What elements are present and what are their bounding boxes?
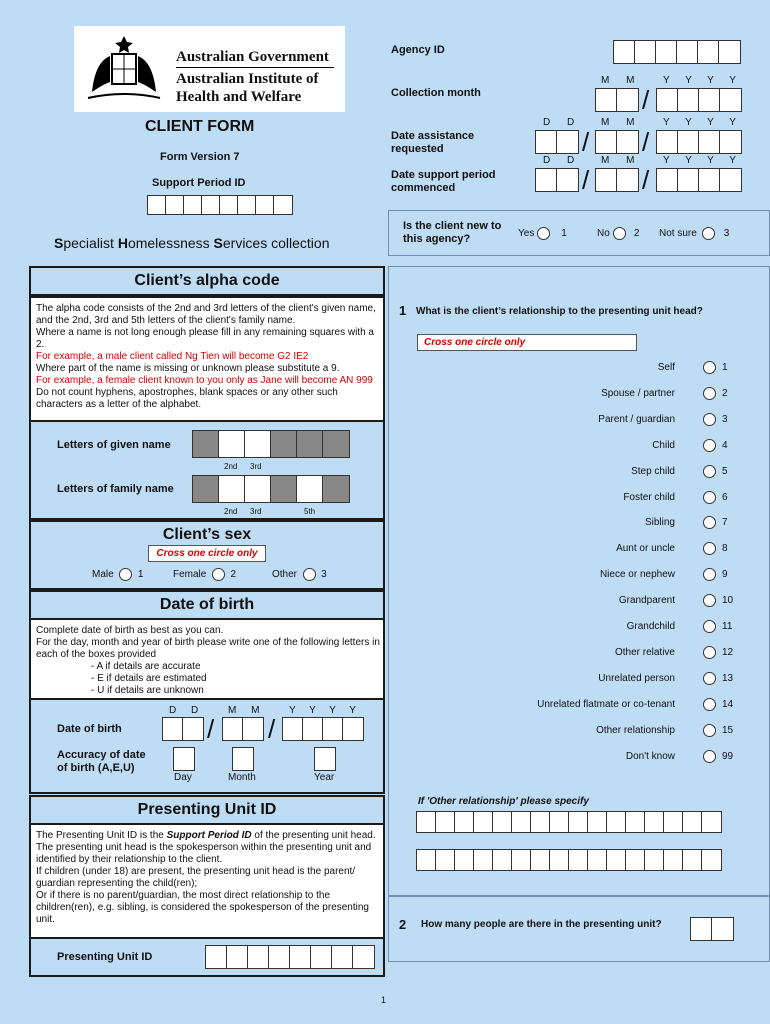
- institute-name-2: Health and Welfare: [176, 89, 302, 105]
- month-label: Month: [228, 772, 256, 783]
- specify-row-2[interactable]: [416, 849, 722, 871]
- dob-mm: M M: [228, 705, 260, 716]
- sex-heading: Client’s sex: [162, 526, 252, 543]
- q1-option-radio[interactable]: [703, 491, 716, 504]
- dob-dd-boxes[interactable]: [162, 717, 204, 741]
- slash: /: [582, 165, 590, 195]
- accuracy-day-box[interactable]: [173, 747, 195, 771]
- given-2nd: 2nd: [224, 462, 238, 471]
- puid-heading: Presenting Unit ID: [29, 795, 385, 825]
- q1-option-code: 5: [722, 465, 728, 477]
- ds-dd: D D: [543, 155, 575, 166]
- q1-option-label: Foster child: [623, 491, 675, 503]
- family-5th: 5th: [304, 507, 316, 516]
- q1-question: What is the client’s relationship to the presenting unit head?: [416, 306, 703, 317]
- q2-question: How many people are there in the presenting unit?: [421, 919, 662, 930]
- q1-option-label: Self: [657, 362, 675, 373]
- date-support-mm[interactable]: [595, 168, 639, 192]
- date-assist-label: Date assistance requested: [391, 130, 475, 155]
- ds-yyyy: Y Y Y Y: [663, 155, 736, 166]
- q1-option-label: Sibling: [644, 517, 675, 529]
- da-dd: D D: [543, 117, 575, 128]
- q1-option-label: Grandchild: [626, 621, 675, 632]
- da-yyyy: Y Y Y Y: [663, 117, 736, 128]
- gov-name: Australian Government: [176, 48, 334, 68]
- q1-option-radio[interactable]: [703, 672, 716, 685]
- collection-month-label: Collection month: [391, 87, 481, 99]
- male-option: Male 1: [92, 569, 144, 581]
- other-sex-option: Other 3: [272, 569, 327, 581]
- q1-option-radio[interactable]: [703, 439, 716, 452]
- da-mm: M M: [601, 117, 635, 128]
- form-version: Form Version 7: [160, 151, 240, 163]
- q1-option-label: Aunt or uncle: [616, 543, 675, 555]
- given-name-boxes[interactable]: [192, 430, 350, 458]
- alpha-code-text: The alpha code consists of the 2nd and 3rd letters of the client's given name, and the 2nd, 3rd and 5th letters of the client's family name. Where a name is not long enough please fill in any remaining squares with a 2. For example, a male client called Ng Tien will become G2 IE2 Where part of the name is missing or unknown please substitute a 9. For example, a female client known to you only as Jane will become AN 999 Do not count hyphens, apostrophes, blank spaces or any other such characters as a letter of the alphabet.: [29, 296, 385, 422]
- q1-option-code: 8: [722, 543, 728, 555]
- q1-option-radio[interactable]: [703, 750, 716, 763]
- other-sex-radio[interactable]: [303, 568, 316, 581]
- puid-label: Presenting Unit ID: [57, 951, 153, 963]
- q1-option-code: 3: [722, 413, 728, 425]
- q1-option-radio[interactable]: [703, 594, 716, 607]
- specify-label: If 'Other relationship' please specify: [418, 796, 589, 807]
- q1-option-code: 14: [722, 698, 734, 710]
- q1-option-label: Niece or nephew: [599, 569, 675, 581]
- support-period-label: Support Period ID: [152, 177, 246, 189]
- q1-option-code: 11: [722, 621, 733, 632]
- accuracy-month-box[interactable]: [232, 747, 254, 771]
- dob-heading: Date of birth: [29, 590, 385, 620]
- alpha-code-heading: Client’s alpha code: [29, 266, 385, 296]
- slash: /: [207, 714, 215, 744]
- sex-cross-note: Cross one circle only: [148, 545, 266, 562]
- specify-row-1[interactable]: [416, 811, 722, 833]
- q1-option-code: 6: [722, 491, 728, 503]
- dob-dd: D D: [169, 705, 199, 716]
- q1-option-radio[interactable]: [703, 724, 716, 737]
- slash: /: [582, 127, 590, 157]
- cm-mm: M M: [601, 75, 635, 86]
- form-title: CLIENT FORM: [145, 118, 255, 135]
- date-support-dd[interactable]: [535, 168, 579, 192]
- q2-boxes[interactable]: [690, 917, 734, 941]
- accuracy-year-box[interactable]: [314, 747, 336, 771]
- no-radio[interactable]: [613, 227, 626, 240]
- yes-radio[interactable]: [537, 227, 550, 240]
- accuracy-label: Accuracy of date of birth (A,E,U): [57, 749, 146, 774]
- q1-option-code: 15: [722, 724, 734, 736]
- ds-mm: M M: [601, 155, 635, 166]
- new-client-question: Is the client new to this agency?: [403, 220, 502, 245]
- cm-yyyy: Y Y Y Y: [663, 75, 736, 86]
- agency-id-boxes[interactable]: [613, 40, 741, 64]
- agency-id-label: Agency ID: [391, 44, 445, 56]
- q1-option-code: 1: [722, 362, 728, 373]
- q2-number: 2: [399, 917, 407, 932]
- q1-option-radio[interactable]: [703, 465, 716, 478]
- family-name-label: Letters of family name: [57, 483, 174, 495]
- q1-option-code: 7: [722, 517, 728, 529]
- no-option: No 2: [597, 228, 640, 240]
- q1-option-label: Grandparent: [618, 595, 675, 607]
- q1-option-label: Other relationship: [596, 724, 675, 736]
- support-period-id-boxes[interactable]: [147, 195, 293, 215]
- page-number: 1: [381, 995, 387, 1005]
- slash: /: [642, 85, 650, 115]
- collection-month-mm[interactable]: [595, 88, 639, 112]
- family-name-boxes[interactable]: [192, 475, 350, 503]
- dob-mm-boxes[interactable]: [222, 717, 264, 741]
- dob-label: Date of birth: [57, 723, 122, 735]
- family-3rd: 3rd: [250, 507, 262, 516]
- q1-option-radio[interactable]: [703, 361, 716, 374]
- dob-yyyy-boxes[interactable]: [282, 717, 364, 741]
- government-logo: [74, 26, 345, 112]
- q1-option-label: Unrelated flatmate or co-tenant: [537, 698, 675, 710]
- q1-option-radio[interactable]: [703, 698, 716, 711]
- collection-month-yyyy[interactable]: [656, 88, 742, 112]
- female-option: Female 2: [173, 569, 237, 581]
- slash: /: [268, 714, 276, 744]
- female-radio[interactable]: [212, 568, 225, 581]
- day-label: Day: [174, 772, 192, 783]
- yes-option: Yes 1: [518, 228, 567, 240]
- male-radio[interactable]: [119, 568, 132, 581]
- q1-option-code: 99: [722, 750, 734, 762]
- slash: /: [642, 165, 650, 195]
- q1-option-code: 13: [722, 672, 734, 684]
- date-assist-yyyy[interactable]: [656, 130, 742, 154]
- q1-option-radio[interactable]: [703, 620, 716, 633]
- q1-option-code: 4: [722, 439, 728, 451]
- given-name-label: Letters of given name: [57, 439, 171, 451]
- year-label: Year: [314, 772, 335, 783]
- notsure-option: Not sure 3: [659, 228, 730, 240]
- q1-option-radio[interactable]: [703, 413, 716, 426]
- q1-option-label: Step child: [631, 465, 675, 477]
- date-support-yyyy[interactable]: [656, 168, 742, 192]
- date-assist-dd[interactable]: [535, 130, 579, 154]
- coat-of-arms-icon: [82, 32, 166, 104]
- q1-cross-note: Cross one circle only: [417, 334, 637, 351]
- q1-option-label: Child: [652, 439, 675, 451]
- q1-option-label: Other relative: [614, 646, 675, 658]
- date-assist-mm[interactable]: [595, 130, 639, 154]
- q1-option-radio[interactable]: [703, 646, 716, 659]
- institute-name-1: Australian Institute of: [176, 71, 319, 87]
- collection-title: Specialist Homelessness Services collection: [54, 235, 330, 251]
- slash: /: [642, 127, 650, 157]
- date-support-label: Date support period commenced: [391, 169, 496, 194]
- q1-option-radio[interactable]: [703, 387, 716, 400]
- q1-option-label: Parent / guardian: [598, 413, 675, 425]
- given-3rd: 3rd: [250, 462, 262, 471]
- puid-boxes[interactable]: [205, 945, 375, 969]
- q1-option-label: Unrelated person: [598, 672, 675, 684]
- family-2nd: 2nd: [224, 507, 238, 516]
- q1-option-label: Don't know: [625, 750, 675, 762]
- q1-number: 1: [399, 303, 407, 318]
- puid-text: The Presenting Unit ID is the Support Period ID of the presenting unit head. The presenting unit head is the spokesperson within the presenting unit and identified by their relationship to the client. If children (under 18) are present, the presenting unit head is the parent/ guardian representing the child(ren); Or if there is no parent/guardian, the most direct relationship to the children(ren), e.g. sibling, is considered the spokesperson of the presenting unit.: [29, 823, 385, 939]
- dob-yyyy: Y Y Y Y: [289, 705, 356, 716]
- dob-text: Complete date of birth as best as you can. For the day, month and year of birth please write one of the following letters in each of the boxes provided - A if details are accurate - E if details are estimated - U if details are unknown: [29, 618, 385, 700]
- q1-option-code: 10: [722, 595, 734, 607]
- q1-option-code: 9: [722, 569, 728, 581]
- q1-option-code: 12: [722, 646, 734, 658]
- q1-option-code: 2: [722, 387, 728, 399]
- q1-option-label: Spouse / partner: [601, 387, 675, 399]
- notsure-radio[interactable]: [702, 227, 715, 240]
